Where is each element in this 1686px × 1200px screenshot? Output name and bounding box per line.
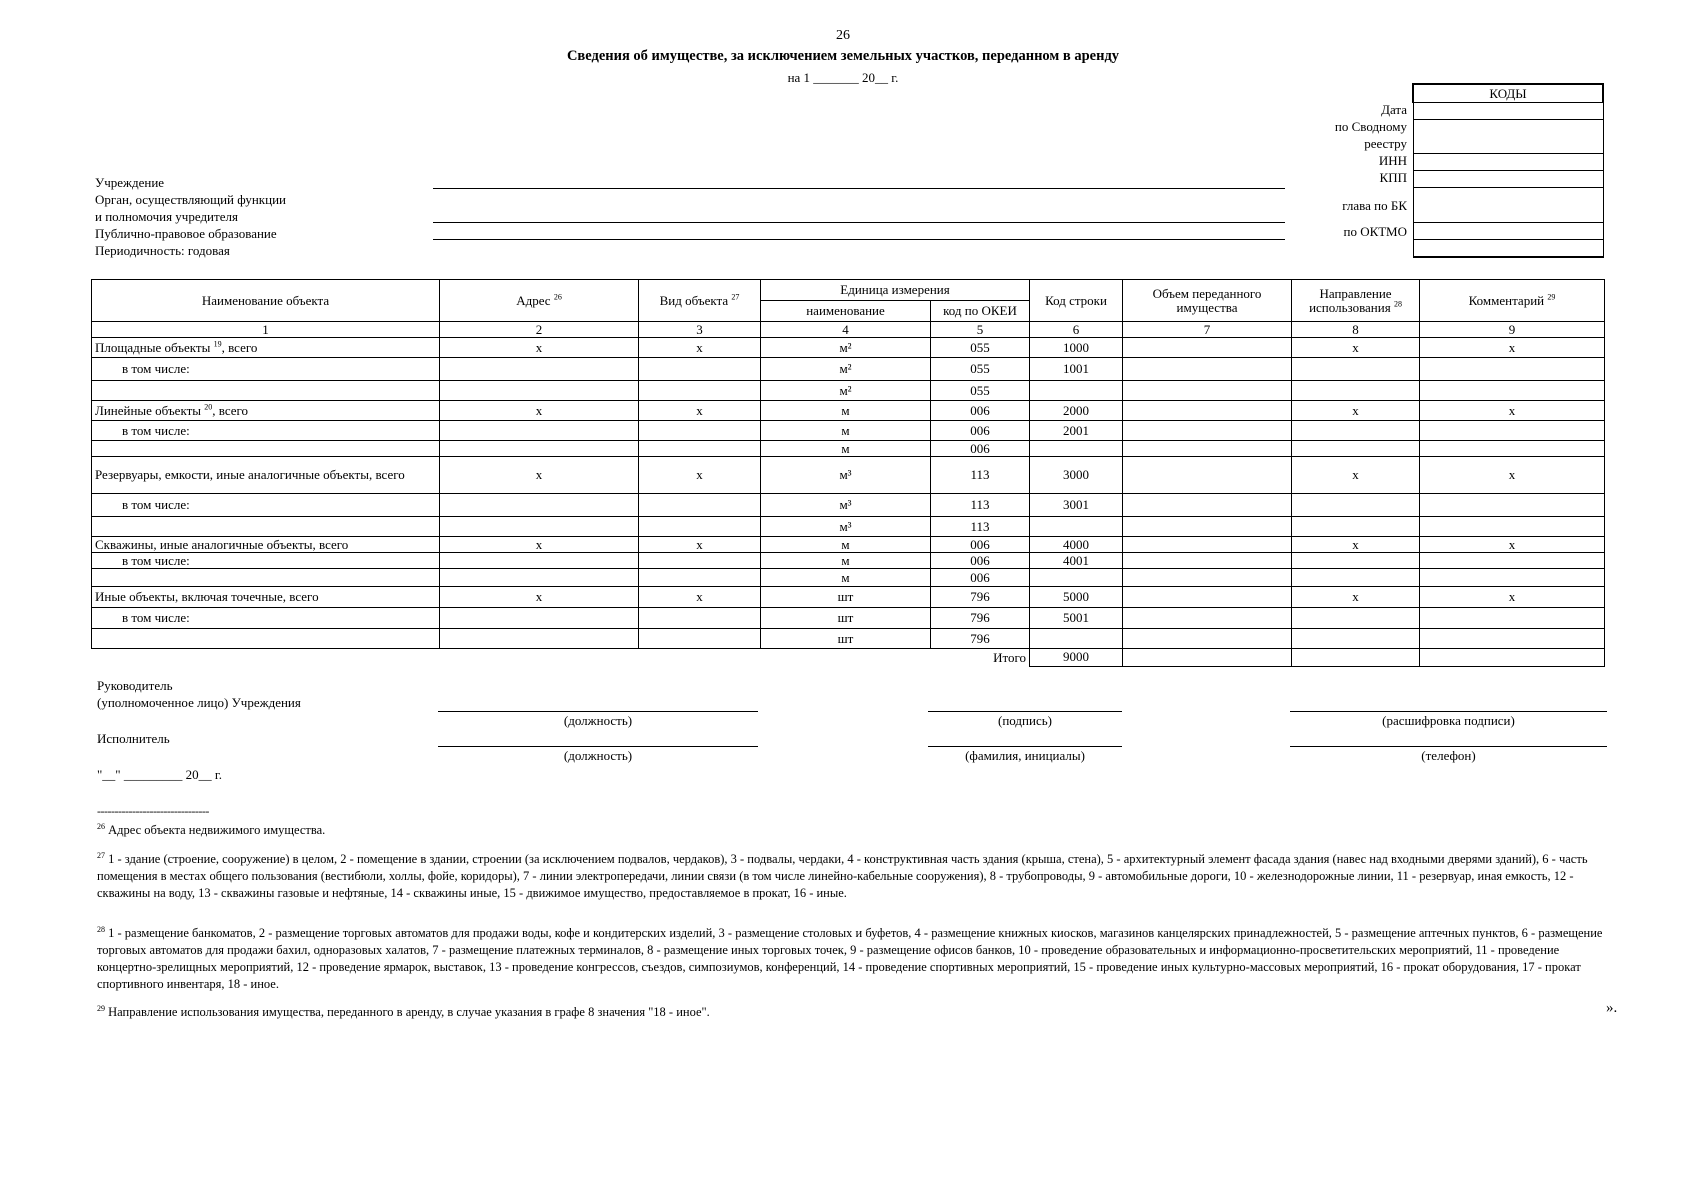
code-cell-kpp[interactable] (1413, 171, 1603, 188)
row-name (92, 421, 440, 441)
row-type[interactable] (639, 421, 761, 441)
row-unit: м (761, 441, 931, 457)
row-name (92, 517, 440, 537)
row-unit: м (761, 401, 931, 421)
table-row (92, 457, 1605, 494)
row-type[interactable] (639, 494, 761, 517)
row-comment[interactable] (1420, 421, 1605, 441)
row-code[interactable] (1030, 517, 1123, 537)
row-comment: х (1420, 457, 1605, 494)
row-unit: м (761, 537, 931, 553)
document-title: Сведения об имуществе, за исключением земельных участков, переданном в аренду (566, 48, 1120, 64)
row-volume[interactable] (1123, 517, 1292, 537)
row-okei: 055 (931, 338, 1030, 358)
row-comment[interactable] (1420, 494, 1605, 517)
row-comment[interactable] (1420, 608, 1605, 629)
row-unit: м² (761, 381, 931, 401)
row-name (92, 608, 440, 629)
code-cell-oktmo[interactable] (1413, 223, 1603, 240)
row-okei: 055 (931, 358, 1030, 381)
head-position-caption: (должность) (563, 713, 633, 728)
col-header-row-code: Код строки (1030, 280, 1123, 322)
footnote-separator: -------------------------------- (97, 804, 209, 818)
row-unit: шт (761, 629, 931, 649)
total-direction[interactable] (1292, 649, 1420, 667)
row-okei: 113 (931, 494, 1030, 517)
row-direction[interactable] (1292, 381, 1420, 401)
row-comment[interactable] (1420, 517, 1605, 537)
row-address[interactable] (440, 608, 639, 629)
row-okei: 006 (931, 421, 1030, 441)
row-address[interactable] (440, 381, 639, 401)
row-address[interactable] (440, 441, 639, 457)
row-name-text: в том числе: (122, 422, 190, 438)
row-name (92, 537, 440, 553)
code-label-date: Дата (1381, 102, 1407, 117)
row-volume[interactable] (1123, 608, 1292, 629)
row-unit: м (761, 569, 931, 587)
row-direction[interactable] (1292, 629, 1420, 649)
row-direction[interactable] (1292, 553, 1420, 569)
footnote-28: $^{28}$ 1 - размещение банкоматов, 2 - размещение торговых автоматов для продажи воды, кофе и кондитерских изделий, 3 - размещение столовых и буфетов, 4 - размещение книжных киосков, магазинов канцелярских принадлежностей, 5 - размещение аптечных пунктов, 6 - размещение торговых автоматов для продажи бахил, одноразовых халатов, 7 - размещение платежных терминалов, 8 - размещение иных торговых точек, 9 - размещение офисов банков, 10 - проведение образовательных и информационно-просветительских мероприятий, 11 - проведение концертно-зрелищных мероприятий, 12 - проведение ярмарок, выставок, 13 - проведение конгрессов, съездов, симпозиумов, конференций, 14 - проведение спортивных мероприятий, 15 - проведение иных культурно-массовых мероприятий, 16 - прокат оборудования, 17 - прокат спортивного инвентаря, 18 - иное. (97, 924, 1603, 991)
row-code: 2000 (1030, 401, 1123, 421)
row-name (92, 494, 440, 517)
page-number: 26 (836, 28, 850, 43)
col-header-unit-name: наименование (761, 301, 931, 322)
row-name-sup: 20 (204, 402, 213, 412)
public-entity-field[interactable] (433, 239, 1285, 240)
row-okei: 796 (931, 608, 1030, 629)
row-address[interactable] (440, 421, 639, 441)
row-name-text: Площадные объекты (95, 339, 211, 355)
row-type[interactable] (639, 358, 761, 381)
row-name (92, 553, 440, 569)
col-header-comment: Комментарий $^{29}$ (1420, 280, 1605, 322)
row-address[interactable] (440, 358, 639, 381)
total-code: 9000 (1030, 649, 1123, 667)
row-direction: х (1292, 457, 1420, 494)
row-type[interactable] (639, 441, 761, 457)
row-volume[interactable] (1123, 401, 1292, 421)
row-direction[interactable] (1292, 494, 1420, 517)
row-volume[interactable] (1123, 358, 1292, 381)
footnote-29: $^{29}$ Направление использования имущества, переданного в аренду, в случае указания в графе 8 значения "18 - иное". (97, 1003, 710, 1019)
row-code: 5000 (1030, 587, 1123, 608)
row-volume[interactable] (1123, 494, 1292, 517)
row-address[interactable] (440, 629, 639, 649)
row-address: х (440, 587, 639, 608)
table-row (92, 494, 1605, 517)
row-direction: х (1292, 338, 1420, 358)
code-cell-date[interactable] (1413, 103, 1603, 120)
col-num-4: 4 (761, 322, 931, 338)
row-type: х (639, 587, 761, 608)
codes-header: КОДЫ (1413, 84, 1603, 103)
head-signature-caption: (подпись) (998, 713, 1052, 728)
table-row (92, 608, 1605, 629)
row-comment[interactable] (1420, 441, 1605, 457)
total-volume[interactable] (1123, 649, 1292, 667)
head-decoding-caption: (расшифровка подписи) (1382, 713, 1515, 728)
row-type: х (639, 401, 761, 421)
table-row (92, 338, 1605, 358)
row-code: 4000 (1030, 537, 1123, 553)
row-comment[interactable] (1420, 569, 1605, 587)
row-code: 3001 (1030, 494, 1123, 517)
footnote-26: $^{26}$ Адрес объекта недвижимого имущества. (97, 821, 326, 837)
executor-name-caption: (фамилия, инициалы) (965, 748, 1085, 763)
row-name (92, 441, 440, 457)
code-cell-inn[interactable] (1413, 154, 1603, 171)
executor-phone-field[interactable] (1290, 746, 1607, 747)
code-cell-registry[interactable] (1413, 120, 1603, 154)
head-label-2: (уполномоченное лицо) Учреждения (97, 695, 301, 710)
row-okei: 006 (931, 441, 1030, 457)
row-name (92, 587, 440, 608)
founder-label-1: Орган, осуществляющий функции (95, 192, 286, 207)
row-name (92, 569, 440, 587)
col-header-address: Адрес $^{26}$ (440, 280, 639, 322)
row-unit: шт (761, 608, 931, 629)
row-type: х (639, 537, 761, 553)
row-type[interactable] (639, 517, 761, 537)
row-volume[interactable] (1123, 421, 1292, 441)
table-row (92, 587, 1605, 608)
code-label-inn: ИНН (1378, 153, 1407, 168)
row-address[interactable] (440, 494, 639, 517)
code-label-kpp: КПП (1379, 170, 1407, 185)
institution-field[interactable] (433, 188, 1285, 189)
row-type: х (639, 338, 761, 358)
col-num-8: 8 (1292, 322, 1420, 338)
row-name (92, 338, 440, 358)
row-address[interactable] (440, 569, 639, 587)
executor-position-caption: (должность) (563, 748, 633, 763)
row-comment[interactable] (1420, 358, 1605, 381)
row-address: х (440, 338, 639, 358)
executor-name-field[interactable] (928, 746, 1122, 747)
row-unit: м³ (761, 457, 931, 494)
row-comment: х (1420, 338, 1605, 358)
row-unit: м² (761, 338, 931, 358)
public-entity-label: Публично-правовое образование (95, 226, 277, 241)
head-label-1: Руководитель (97, 678, 173, 693)
total-row (92, 649, 1605, 667)
code-label-registry-1: по Сводному (1334, 119, 1407, 134)
col-num-3: 3 (639, 322, 761, 338)
row-name (92, 457, 440, 494)
row-comment[interactable] (1420, 553, 1605, 569)
row-name-text: Скважины, иные аналогичные объекты, всего (95, 536, 349, 552)
row-okei: 055 (931, 381, 1030, 401)
founder-label-2: и полномочия учредителя (95, 209, 238, 224)
row-name (92, 629, 440, 649)
row-volume[interactable] (1123, 381, 1292, 401)
row-okei: 006 (931, 537, 1030, 553)
code-label-bk: глава по БК (1342, 198, 1407, 213)
col-header-unit-code: код по ОКЕИ (931, 301, 1030, 322)
executor-position-field[interactable] (438, 746, 758, 747)
row-volume[interactable] (1123, 569, 1292, 587)
row-address[interactable] (440, 553, 639, 569)
row-code: 2001 (1030, 421, 1123, 441)
row-name-text: в том числе: (122, 361, 190, 376)
document-date-line: на 1 _______ 20__ г. (787, 70, 899, 85)
row-okei: 006 (931, 569, 1030, 587)
row-comment[interactable] (1420, 629, 1605, 649)
row-type[interactable] (639, 553, 761, 569)
row-direction[interactable] (1292, 358, 1420, 381)
col-num-1: 1 (92, 322, 440, 338)
col-num-9: 9 (1420, 322, 1605, 338)
col-num-6: 6 (1030, 322, 1123, 338)
row-name-tail: , всего (212, 402, 249, 418)
row-volume[interactable] (1123, 338, 1292, 358)
row-address[interactable] (440, 517, 639, 537)
row-volume[interactable] (1123, 553, 1292, 569)
row-unit: шт (761, 587, 931, 608)
row-okei: 006 (931, 401, 1030, 421)
closing-quote: ». (1606, 1000, 1618, 1016)
code-cell-bk[interactable] (1413, 188, 1603, 223)
row-code: 1000 (1030, 338, 1123, 358)
executor-label: Исполнитель (97, 731, 170, 746)
head-decoding-field[interactable] (1290, 711, 1607, 712)
table-row (92, 517, 1605, 537)
total-comment[interactable] (1420, 649, 1605, 667)
property-table (91, 279, 1605, 667)
column-number-row (92, 322, 1605, 338)
row-type[interactable] (639, 381, 761, 401)
row-name-text: Линейные объекты (95, 402, 202, 418)
row-name (92, 401, 440, 421)
col-header-volume: Объем переданного имущества (1123, 280, 1292, 322)
row-name-text: Иные объекты, включая точечные, всего (95, 589, 319, 604)
col-header-type: Вид объекта $^{27}$ (639, 280, 761, 322)
row-type[interactable] (639, 569, 761, 587)
row-volume[interactable] (1123, 457, 1292, 494)
row-okei: 113 (931, 517, 1030, 537)
row-name-text: в том числе: (122, 497, 190, 512)
table-row (92, 401, 1605, 421)
col-num-7: 7 (1123, 322, 1292, 338)
row-code[interactable] (1030, 629, 1123, 649)
row-name-text: в том числе: (122, 610, 190, 625)
table-row (92, 553, 1605, 569)
row-address: х (440, 457, 639, 494)
row-unit: м³ (761, 494, 931, 517)
row-unit: м² (761, 358, 931, 381)
row-volume[interactable] (1123, 537, 1292, 553)
row-okei: 006 (931, 553, 1030, 569)
row-name-tail: , всего (221, 339, 258, 355)
table-row (92, 358, 1605, 381)
row-direction[interactable] (1292, 569, 1420, 587)
row-comment: х (1420, 537, 1605, 553)
row-okei: 113 (931, 457, 1030, 494)
founder-field[interactable] (433, 222, 1285, 223)
row-volume[interactable] (1123, 441, 1292, 457)
institution-label: Учреждение (95, 175, 165, 190)
row-name (92, 381, 440, 401)
row-unit: м (761, 421, 931, 441)
col-header-direction: Направление использования $^{28}$ (1292, 280, 1420, 322)
row-direction: х (1292, 587, 1420, 608)
row-direction[interactable] (1292, 517, 1420, 537)
row-type[interactable] (639, 629, 761, 649)
row-direction[interactable] (1292, 608, 1420, 629)
row-code[interactable] (1030, 441, 1123, 457)
table-row (92, 441, 1605, 457)
row-volume[interactable] (1123, 587, 1292, 608)
total-label: Итого (993, 649, 1027, 665)
row-code[interactable] (1030, 569, 1123, 587)
head-position-field[interactable] (438, 711, 758, 712)
row-name-sup: 19 (213, 339, 222, 349)
row-comment[interactable] (1420, 381, 1605, 401)
row-comment: х (1420, 401, 1605, 421)
row-direction[interactable] (1292, 421, 1420, 441)
row-unit: м³ (761, 517, 931, 537)
row-direction: х (1292, 537, 1420, 553)
row-okei: 796 (931, 629, 1030, 649)
periodicity-label: Периодичность: годовая (95, 243, 230, 258)
code-label-registry-2: реестру (1364, 136, 1407, 151)
col-num-2: 2 (440, 322, 639, 338)
code-label-oktmo: по ОКТМО (1343, 224, 1407, 239)
row-name-text: в том числе: (122, 552, 190, 568)
row-okei: 796 (931, 587, 1030, 608)
table-row (92, 629, 1605, 649)
row-code: 5001 (1030, 608, 1123, 629)
head-signature-field[interactable] (928, 711, 1122, 712)
row-code[interactable] (1030, 381, 1123, 401)
row-unit: м (761, 553, 931, 569)
row-type[interactable] (639, 608, 761, 629)
table-row (92, 537, 1605, 553)
row-name (92, 358, 440, 381)
table-row (92, 421, 1605, 441)
row-code: 3000 (1030, 457, 1123, 494)
row-code: 4001 (1030, 553, 1123, 569)
row-comment: х (1420, 587, 1605, 608)
date-line: "__" _________ 20__ г. (97, 767, 222, 782)
row-address: х (440, 401, 639, 421)
code-cell-empty[interactable] (1413, 240, 1603, 258)
table-row (92, 569, 1605, 587)
col-header-name: Наименование объекта (92, 280, 440, 322)
row-name-text: Резервуары, емкости, иные аналогичные объекты, всего (95, 467, 405, 482)
executor-phone-caption: (телефон) (1421, 748, 1476, 763)
row-volume[interactable] (1123, 629, 1292, 649)
row-code: 1001 (1030, 358, 1123, 381)
table-row (92, 381, 1605, 401)
row-type: х (639, 457, 761, 494)
row-address: х (440, 537, 639, 553)
footnote-27: $^{27}$ 1 - здание (строение, сооружение) в целом, 2 - помещение в здании, строении (за исключением подвалов, чердаков), 3 - подвалы, чердаки, 4 - конструктивная часть здания (крыша, стена), 5 - архитектурный элемент фасада здания (навес над входными дверями зданий), 6 - часть помещения в местах общего пользования (вестибюли, холлы, фойе, коридоры), 7 - линии электропередачи, линии связи (в том числе линейно-кабельные сооружения), 8 - трубопроводы, 9 - автомобильные дороги, 10 - железнодорожные линии, 11 - резервуар, иная емкость, 12 - скважины на воду, 13 - скважины газовые и нефтяные, 14 - скважины иные, 15 - движимое имущество, предоставляемое в прокат, 16 - иные. (97, 850, 1588, 900)
col-header-unit: Единица измерения (761, 280, 1030, 301)
row-direction[interactable] (1292, 441, 1420, 457)
row-direction: х (1292, 401, 1420, 421)
col-num-5: 5 (931, 322, 1030, 338)
